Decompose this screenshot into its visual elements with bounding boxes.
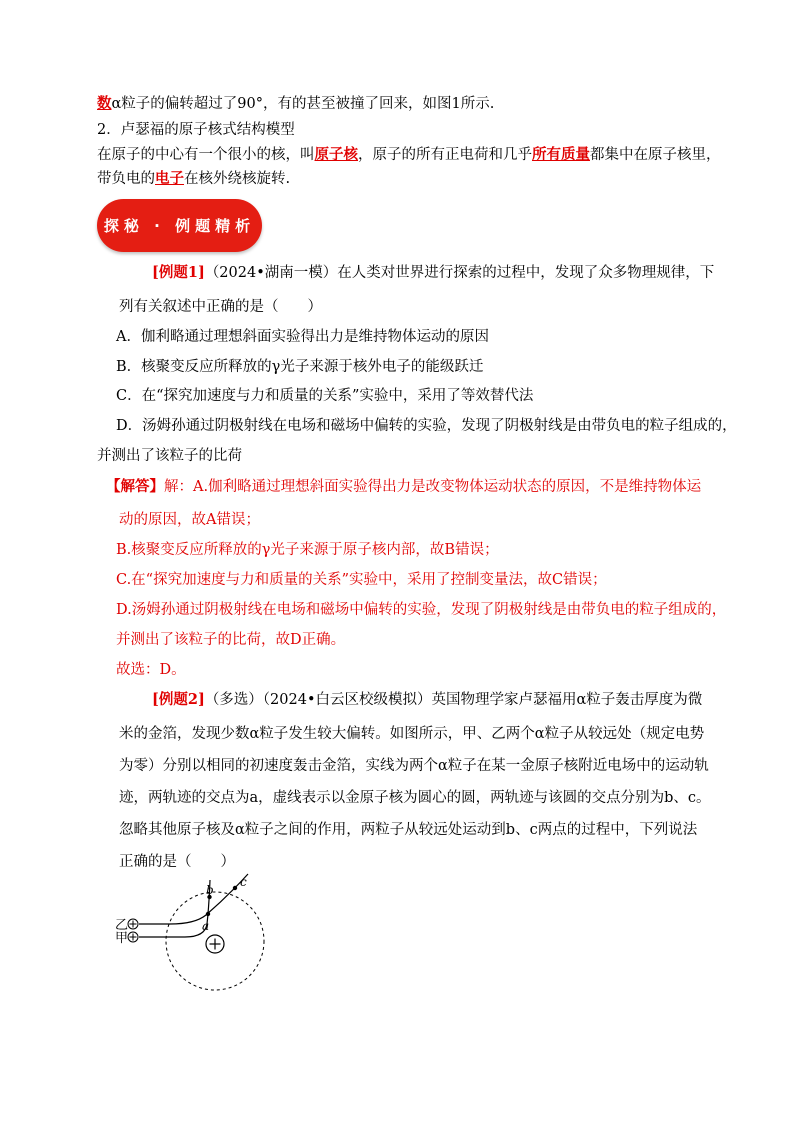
example1-answer-6: 并测出了该粒子的比荷，故D正确。	[116, 632, 346, 648]
rutherford-figure	[110, 872, 280, 1002]
example1-option-d-1: D．汤姆孙通过阴极射线在电场和磁场中偏转的实验，发现了阴极射线是由带负电的粒子组成的，	[116, 418, 737, 434]
example2-line-1	[152, 690, 702, 710]
intro-line-3-a: 在原子的中心有一个很小的核，叫	[97, 147, 315, 163]
trajectory-jia	[139, 880, 210, 937]
example2-line-3: 为零）分别以相同的初速度轰击金箔，实线为两个α粒子在某一金原子核附近电场中的运动轨	[119, 758, 709, 774]
example1-answer-4: C.在“探究加速度与力和质量的关系”实验中，采用了控制变量法，故C错误；	[116, 572, 607, 588]
label-a: a	[202, 919, 210, 933]
example1-answer-3: B.核聚变反应所释放的γ光子来源于原子核内部，故B错误；	[116, 542, 499, 558]
example1-line-1-text: （2024•湖南一模）在人类对世界进行探索的过程中，发现了众多物理规律，下	[204, 265, 715, 281]
example2-line-4: 迹，两轨迹的交点为a，虚线表示以金原子核为圆心的圆，两轨迹与该圆的交点分别为b、c。	[119, 790, 711, 806]
keyword-electron: 电子	[155, 170, 184, 187]
example1-option-d-2: 并测出了该粒子的比荷	[97, 448, 242, 464]
section-banner: 探秘 · 例题精析	[97, 199, 262, 252]
example2-line-1-text: （多选）（2024•白云区校级模拟）英国物理学家卢瑟福用α粒子轰击厚度为微	[204, 692, 703, 708]
example1-answer-7: 故选：D。	[116, 662, 186, 678]
point-c	[233, 886, 237, 890]
intro-line-4-a: 带负电的	[97, 171, 155, 187]
label-yi: 乙	[115, 918, 129, 933]
example1-answer-1	[106, 477, 701, 497]
intro-line-3	[97, 145, 721, 165]
example2-line-2: 米的金箔，发现少数α粒子发生较大偏转。如图所示，甲、乙两个α粒子从较远处（规定电势	[119, 726, 705, 742]
intro-line-4	[97, 169, 290, 189]
example1-option-a: A．伽利略通过理想斜面实验得出力是维持物体运动的原因	[116, 329, 489, 345]
answer-line-1-text: 解：A.伽利略通过理想斜面实验得出力是改变物体运动状态的原因，不是维持物体运	[164, 479, 702, 495]
label-c: c	[240, 875, 247, 889]
label-b: b	[206, 883, 214, 897]
point-a	[206, 912, 210, 916]
answer-tag: 【解答】	[106, 478, 164, 495]
intro-line-3-e: 都集中在原子核里，	[590, 147, 721, 163]
intro-line-3-c: ，原子的所有正电荷和几乎	[358, 147, 532, 163]
example1-answer-5: D.汤姆孙通过阴极射线在电场和磁场中偏转的实验，发现了阴极射线是由带负电的粒子组成的，	[116, 602, 727, 618]
example1-line-2: 列有关叙述中正确的是（ ）	[119, 299, 322, 315]
example1-line-1	[152, 263, 714, 283]
example1-option-c: C．在“探究加速度与力和质量的关系”实验中，采用了等效替代法	[116, 388, 534, 404]
intro-line-1	[97, 94, 494, 114]
section-heading-2: 2．卢瑟福的原子核式结构模型	[97, 122, 295, 138]
keyword-nucleus: 原子核	[314, 146, 358, 163]
example1-tag: [例题1]	[152, 264, 205, 281]
example2-line-6: 正确的是（ ）	[119, 854, 235, 870]
keyword-shu: 数	[97, 95, 112, 112]
example1-option-b: B．核聚变反应所释放的γ光子来源于核外电子的能级跃迁	[116, 359, 484, 375]
intro-line-4-c: 在核外绕核旋转.	[184, 171, 291, 187]
label-jia: 甲	[115, 931, 129, 946]
example1-answer-2: 动的原因，故A错误；	[119, 512, 260, 528]
intro-line-1-text: α粒子的偏转超过了90°，有的甚至被撞了回来，如图1所示.	[111, 96, 495, 112]
example2-line-5: 忽略其他原子核及α粒子之间的作用，两粒子从较远处运动到b、c两点的过程中，下列说法	[119, 822, 698, 838]
keyword-all-mass: 所有质量	[532, 146, 590, 163]
example2-tag: [例题2]	[152, 691, 205, 708]
trajectory-yi	[139, 874, 248, 924]
